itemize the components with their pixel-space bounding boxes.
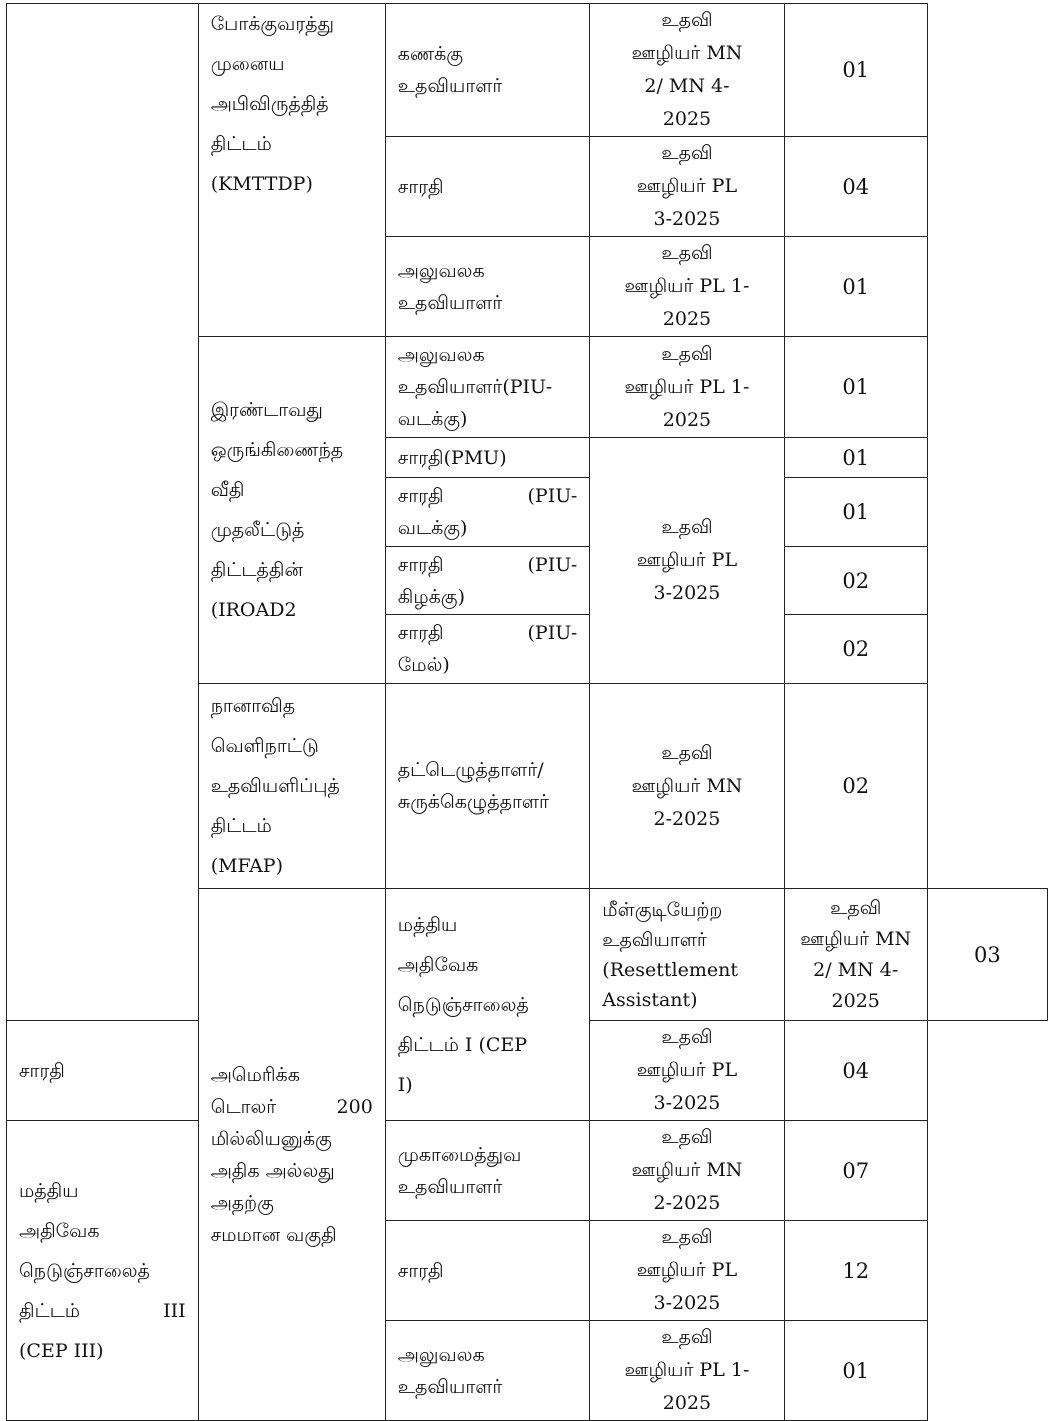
post-cell: அலுவலக உதவியாளர் <box>385 1321 590 1421</box>
count-cell: 12 <box>784 1221 927 1321</box>
post-cell: அலுவலக உதவியாளர் <box>385 237 590 337</box>
category-cell: அமெரிக்க டொலர் 200 மில்லியனுக்கு அதிக அல்லது அதற்கு சமமான வகுதி <box>198 889 385 1421</box>
count-cell: 04 <box>784 137 927 237</box>
post-cell: அலுவலக உதவியாளர்(PIU- வடக்கு) <box>385 337 590 438</box>
grade-cell: உதவி ஊழியர் MN 2/ MN 4- 2025 <box>784 889 927 1021</box>
project-name-cell: போக்குவரத்து முனைய அபிவிருத்தித் திட்டம் (KMTTDP) <box>198 4 385 337</box>
post-cell: சாரதி (PIU- மேல்) <box>385 615 590 684</box>
count-cell: 02 <box>784 547 927 615</box>
post-cell: சாரதி <box>385 1221 590 1321</box>
count-cell: 07 <box>784 1121 927 1221</box>
project-name-cell: இரண்டாவது ஒருங்கிணைந்த வீதி முதலீட்டுத் திட்டத்தின் (IROAD2 <box>198 337 385 684</box>
post-cell: முகாமைத்துவ உதவியாளர் <box>385 1121 590 1221</box>
table-row <box>7 1121 1048 1221</box>
category-cell <box>7 4 199 1021</box>
project-name-cell: மத்திய அதிவேக நெடுஞ்சாலைத் திட்டம் III (CEP III) <box>7 1121 199 1421</box>
count-cell: 03 <box>927 889 1047 1021</box>
post-cell: மீள்குடியேற்ற உதவியாளர் (Resettlement Assistant) <box>590 889 784 1021</box>
count-cell: 02 <box>784 684 927 889</box>
grade-cell: உதவி ஊழியர் PL 3-2025 <box>590 438 784 684</box>
post-cell: கணக்கு உதவியாளர் <box>385 4 590 137</box>
post-cell: சாரதி(PMU) <box>385 438 590 478</box>
post-cell: தட்டெழுத்தாளர்/ சுருக்கெழுத்தாளர் <box>385 684 590 889</box>
count-cell: 02 <box>784 615 927 684</box>
count-cell: 01 <box>784 478 927 547</box>
count-cell: 01 <box>784 237 927 337</box>
grade-cell: உதவி ஊழியர் MN 2/ MN 4- 2025 <box>590 4 784 137</box>
table-row <box>7 4 1048 137</box>
project-name-cell: மத்திய அதிவேக நெடுஞ்சாலைத் திட்டம் I (CEP I) <box>385 889 590 1121</box>
count-cell: 01 <box>784 4 927 137</box>
post-cell: சாரதி <box>385 137 590 237</box>
grade-cell: உதவி ஊழியர் PL 3-2025 <box>590 137 784 237</box>
grade-cell: உதவி ஊழியர் PL 3-2025 <box>590 1221 784 1321</box>
post-cell: சாரதி (PIU- வடக்கு) <box>385 478 590 547</box>
grade-cell: உதவி ஊழியர் PL 1- 2025 <box>590 337 784 438</box>
count-cell: 01 <box>784 438 927 478</box>
count-cell: 04 <box>784 1021 927 1121</box>
post-cell: சாரதி <box>7 1021 199 1121</box>
grade-cell: உதவி ஊழியர் MN 2-2025 <box>590 684 784 889</box>
grade-cell: உதவி ஊழியர் MN 2-2025 <box>590 1121 784 1221</box>
count-cell: 01 <box>784 1321 927 1421</box>
grade-cell: உதவி ஊழியர் PL 1- 2025 <box>590 1321 784 1421</box>
project-name-cell: நானாவித வெளிநாட்டு உதவியளிப்புத் திட்டம் (MFAP) <box>198 684 385 889</box>
grade-cell: உதவி ஊழியர் PL 1- 2025 <box>590 237 784 337</box>
grade-cell: உதவி ஊழியர் PL 3-2025 <box>590 1021 784 1121</box>
staff-table <box>6 3 1048 1421</box>
count-cell: 01 <box>784 337 927 438</box>
post-cell: சாரதி (PIU- கிழக்கு) <box>385 547 590 615</box>
